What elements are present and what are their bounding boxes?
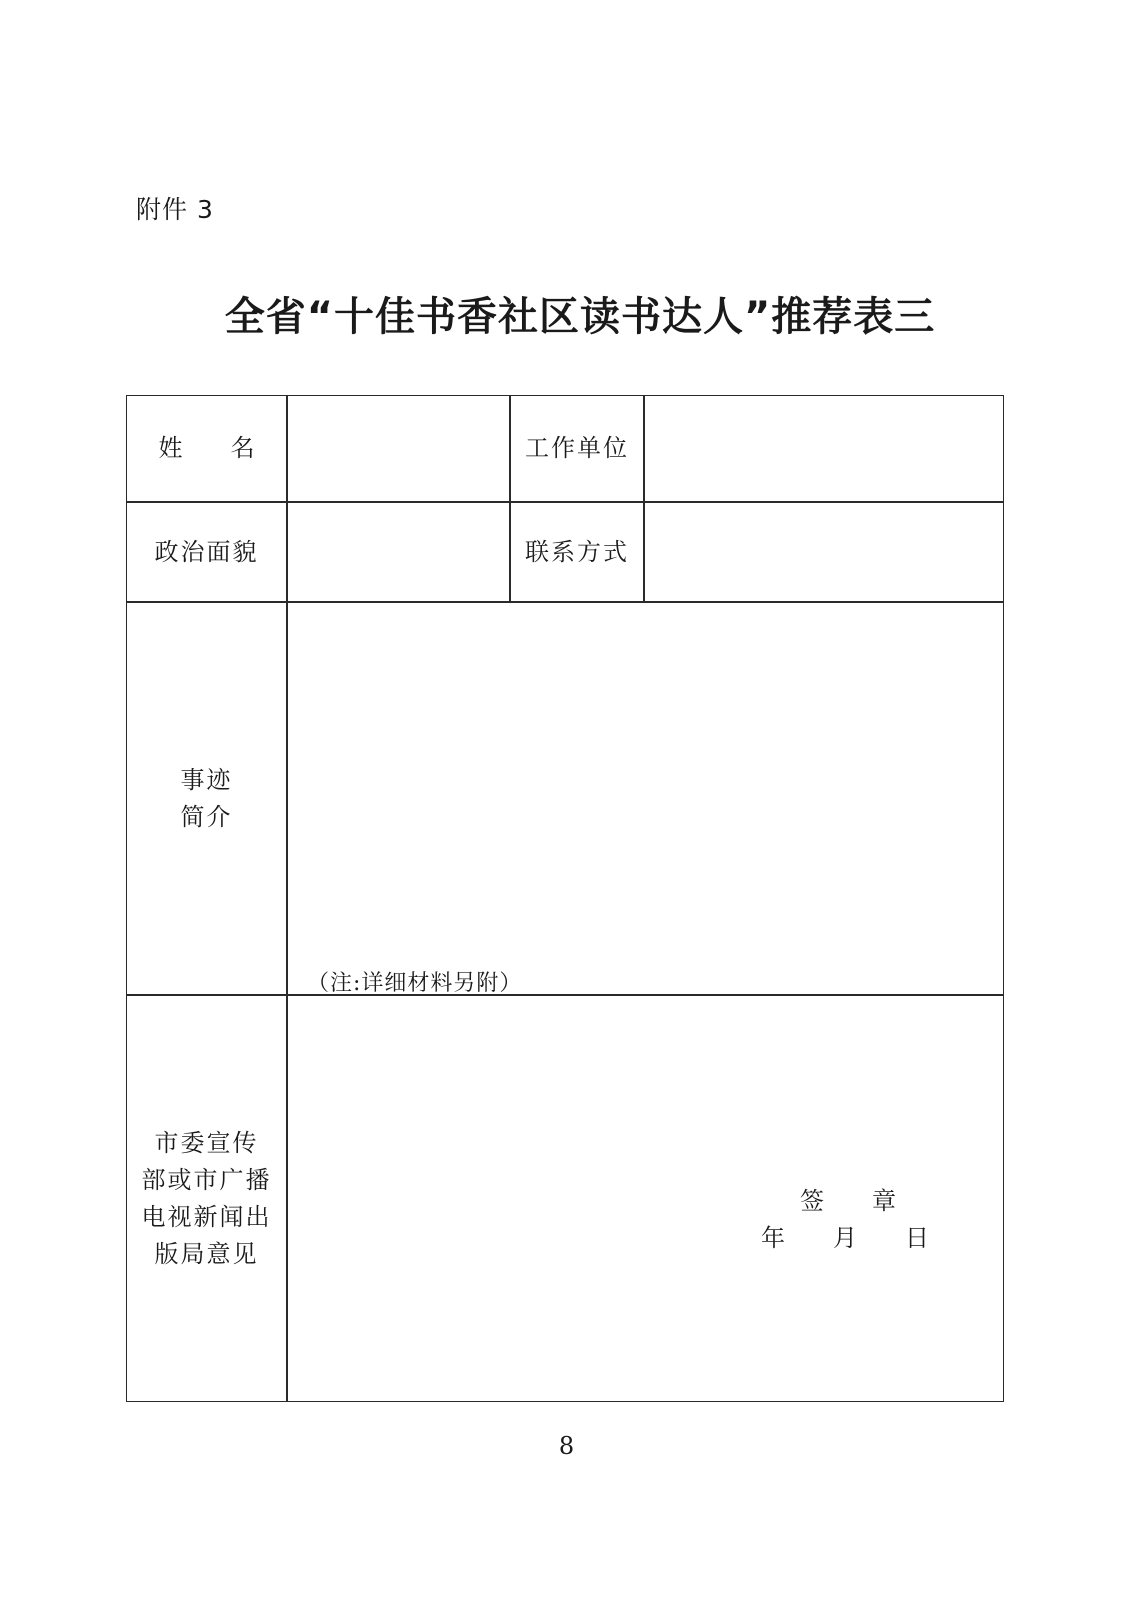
deeds-note: （注:详细材料另附） — [307, 971, 523, 996]
name-label: 姓 名 — [158, 434, 255, 462]
opinion-label-line-1: 市委宣传 — [154, 1128, 259, 1157]
page-number: 8 — [558, 1432, 575, 1460]
contact-label: 联系方式 — [525, 537, 629, 566]
name-field[interactable] — [288, 396, 509, 501]
political-status-field[interactable] — [288, 503, 509, 601]
deeds-label-line-2: 简介 — [180, 802, 233, 831]
workplace-label: 工作单位 — [525, 434, 629, 462]
opinion-label-line-4: 版局意见 — [154, 1239, 259, 1268]
deeds-summary-label — [127, 603, 286, 994]
signature-label: 签 章 — [800, 1187, 896, 1215]
contact-field[interactable] — [645, 503, 1003, 601]
opinion-label-line-3: 电视新闻出 — [141, 1202, 272, 1231]
propaganda-dept-opinion-label — [127, 996, 286, 1401]
recommendation-form-table — [126, 395, 1004, 1402]
opinion-label-line-2: 部或市广播 — [141, 1165, 272, 1194]
deeds-label-line-1: 事迹 — [180, 765, 233, 794]
political-status-label: 政治面貌 — [154, 537, 259, 566]
form-title: 全省“十佳书香社区读书达人”推荐表三 — [224, 294, 936, 340]
workplace-field[interactable] — [645, 396, 1003, 501]
deeds-summary-field[interactable] — [288, 603, 1003, 994]
date-label: 年 月 日 — [761, 1224, 929, 1252]
attachment-label: 附件 3 — [136, 195, 214, 224]
